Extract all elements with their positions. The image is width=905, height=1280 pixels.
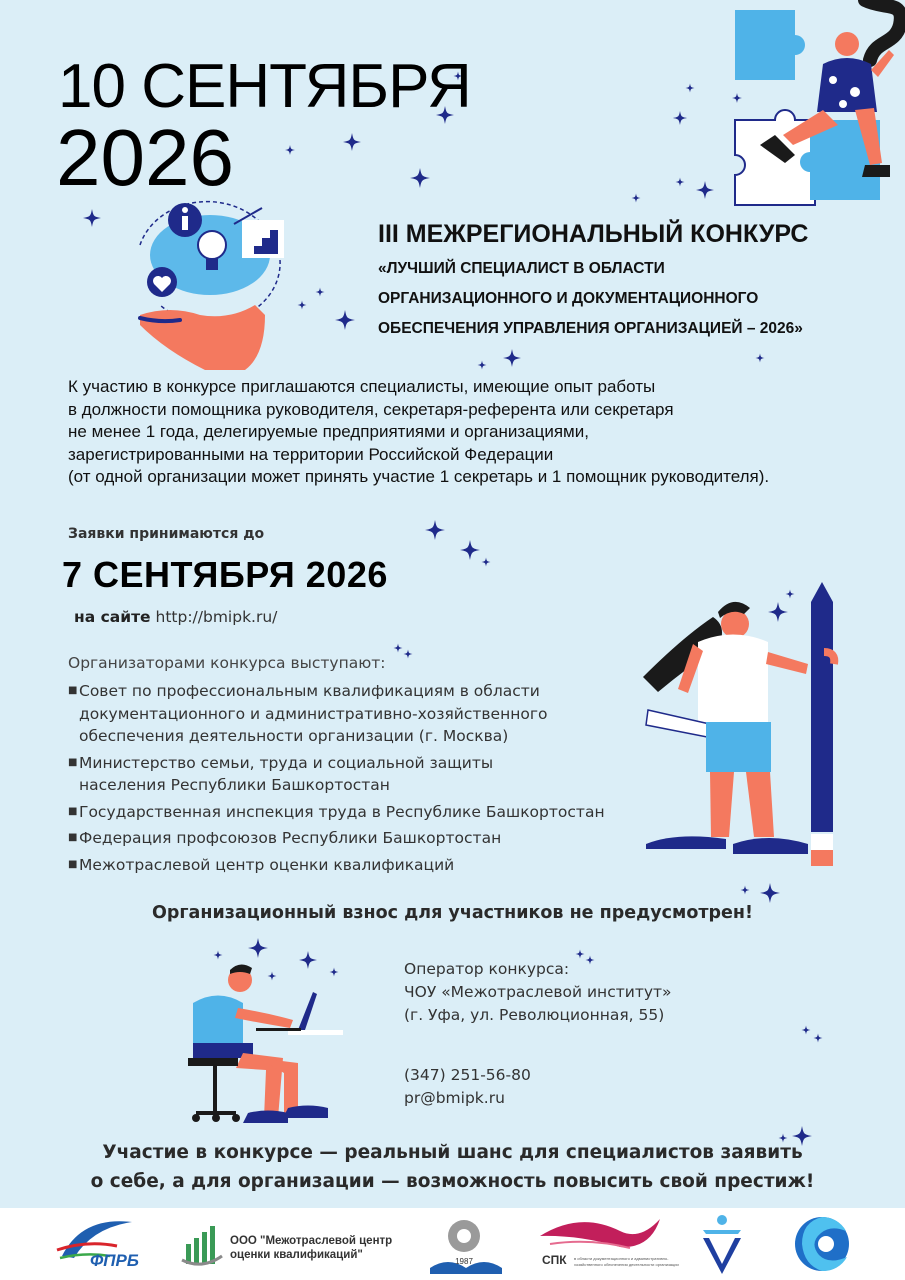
- organizer-line: обеспечения деятельности организации (г. Москва): [79, 727, 509, 745]
- list-item: [68, 801, 658, 824]
- heart-icon: [147, 267, 177, 297]
- intro-line: не менее 1 года, делегируемые предприятиями и организациями,: [68, 422, 589, 441]
- info-icon: [168, 203, 202, 237]
- institute-logo: [428, 1208, 508, 1280]
- ideas-hand-illustration: [130, 200, 290, 370]
- checkmark-person-logo: [695, 1208, 750, 1280]
- contest-subtitle-line: «ЛУЧШИЙ СПЕЦИАЛИСТ В ОБЛАСТИ: [378, 260, 665, 277]
- bullet-icon: ■: [68, 756, 78, 768]
- center-logo: [180, 1208, 405, 1280]
- list-item: [68, 752, 658, 797]
- spk-logo-caption: хозяйственного обеспечения деятельности организации: [574, 1262, 679, 1267]
- bullet-icon: ■: [68, 685, 78, 696]
- site-link[interactable]: http://bmipk.ru/: [155, 608, 278, 626]
- email-link[interactable]: pr@bmipk.ru: [404, 1089, 505, 1107]
- operator-address: (г. Уфа, ул. Революционная, 55): [404, 1006, 665, 1024]
- deadline-date: 7 СЕНТЯБРЯ 2026: [62, 554, 388, 595]
- woman-with-pencil-illustration: [638, 582, 848, 872]
- center-logo-line: ООО "Межотраслевой центр: [230, 1235, 393, 1247]
- site-line: [74, 608, 277, 626]
- circular-emblem-logo: [790, 1208, 855, 1280]
- organizer-line: населения Республики Башкортостан: [79, 776, 390, 794]
- phone-number[interactable]: (347) 251-56-80: [404, 1066, 531, 1084]
- list-item: [68, 680, 658, 748]
- intro-line: (от одной организации может принять участие 1 секретарь и 1 помощник руководителя).: [68, 467, 770, 486]
- intro-line: зарегистрированными на территории Российской Федерации: [68, 444, 554, 464]
- partner-logos-bar: [0, 1208, 905, 1280]
- event-date-year: 2026: [56, 113, 234, 202]
- fprb-logo-text: ФПРБ: [90, 1251, 139, 1270]
- deadline-label: Заявки принимаются до: [68, 526, 265, 542]
- closing-line: Участие в конкурсе — реальный шанс для специалистов заявить: [102, 1142, 803, 1163]
- intro-line: К участию в конкурсе приглашаются специалисты, имеющие опыт работы: [68, 377, 656, 396]
- spk-logo-text: СПК: [542, 1253, 567, 1267]
- bullet-icon: ■: [68, 805, 78, 817]
- closing-line: о себе, а для организации — возможность повысить свой престиж!: [90, 1171, 815, 1192]
- contest-subtitle-line: ОБЕСПЕЧЕНИЯ УПРАВЛЕНИЯ ОРГАНИЗАЦИЕЙ – 2026»: [378, 320, 803, 337]
- organizer-line: Совет по профессиональным квалификациям в области: [79, 682, 540, 700]
- puzzle-person-illustration: [715, 0, 905, 210]
- contacts-block: [404, 1064, 531, 1110]
- closing-statement: [0, 1138, 905, 1196]
- contest-title: III МЕЖРЕГИОНАЛЬНЫЙ КОНКУРС: [378, 220, 809, 248]
- list-item: [68, 827, 658, 850]
- organizer-line: документационного и административно-хозяйственного: [79, 704, 548, 723]
- operator-label: Оператор конкурса:: [404, 960, 570, 978]
- institute-logo-year: 1987: [455, 1257, 473, 1266]
- bullet-icon: ■: [68, 858, 78, 870]
- event-date-day-month: 10 СЕНТЯБРЯ: [58, 52, 471, 121]
- spk-logo-caption: в области документационного и административно-: [574, 1256, 669, 1261]
- organizers-list: [68, 680, 658, 880]
- operator-block: [404, 958, 672, 1027]
- spk-logo: [540, 1208, 679, 1280]
- intro-line: в должности помощника руководителя, секретаря-референта или секретаря: [68, 399, 674, 419]
- organizer-line: Министерство семьи, труда и социальной защиты: [79, 753, 494, 772]
- man-at-computer-illustration: [188, 958, 358, 1128]
- organizers-title: Организаторами конкурса выступают:: [68, 654, 386, 672]
- contest-subtitle-line: ОРГАНИЗАЦИОННОГО И ДОКУМЕНТАЦИОННОГО: [378, 290, 759, 307]
- intro-paragraph: [68, 376, 898, 489]
- organizer-line: Государственная инспекция труда в Республике Башкортостан: [79, 802, 605, 821]
- center-logo-line: оценки квалификаций": [230, 1249, 363, 1261]
- list-item: [68, 854, 658, 877]
- bullet-icon: ■: [68, 832, 78, 843]
- organizer-line: Федерация профсоюзов Республики Башкортостан: [79, 829, 502, 847]
- organizer-line: Межотраслевой центр оценки квалификаций: [79, 855, 455, 874]
- site-prefix: на сайте: [74, 608, 151, 626]
- operator-name: ЧОУ «Межотраслевой институт»: [404, 983, 672, 1001]
- fee-note: Организационный взнос для участников не предусмотрен!: [152, 903, 753, 923]
- fprb-logo: [52, 1208, 147, 1280]
